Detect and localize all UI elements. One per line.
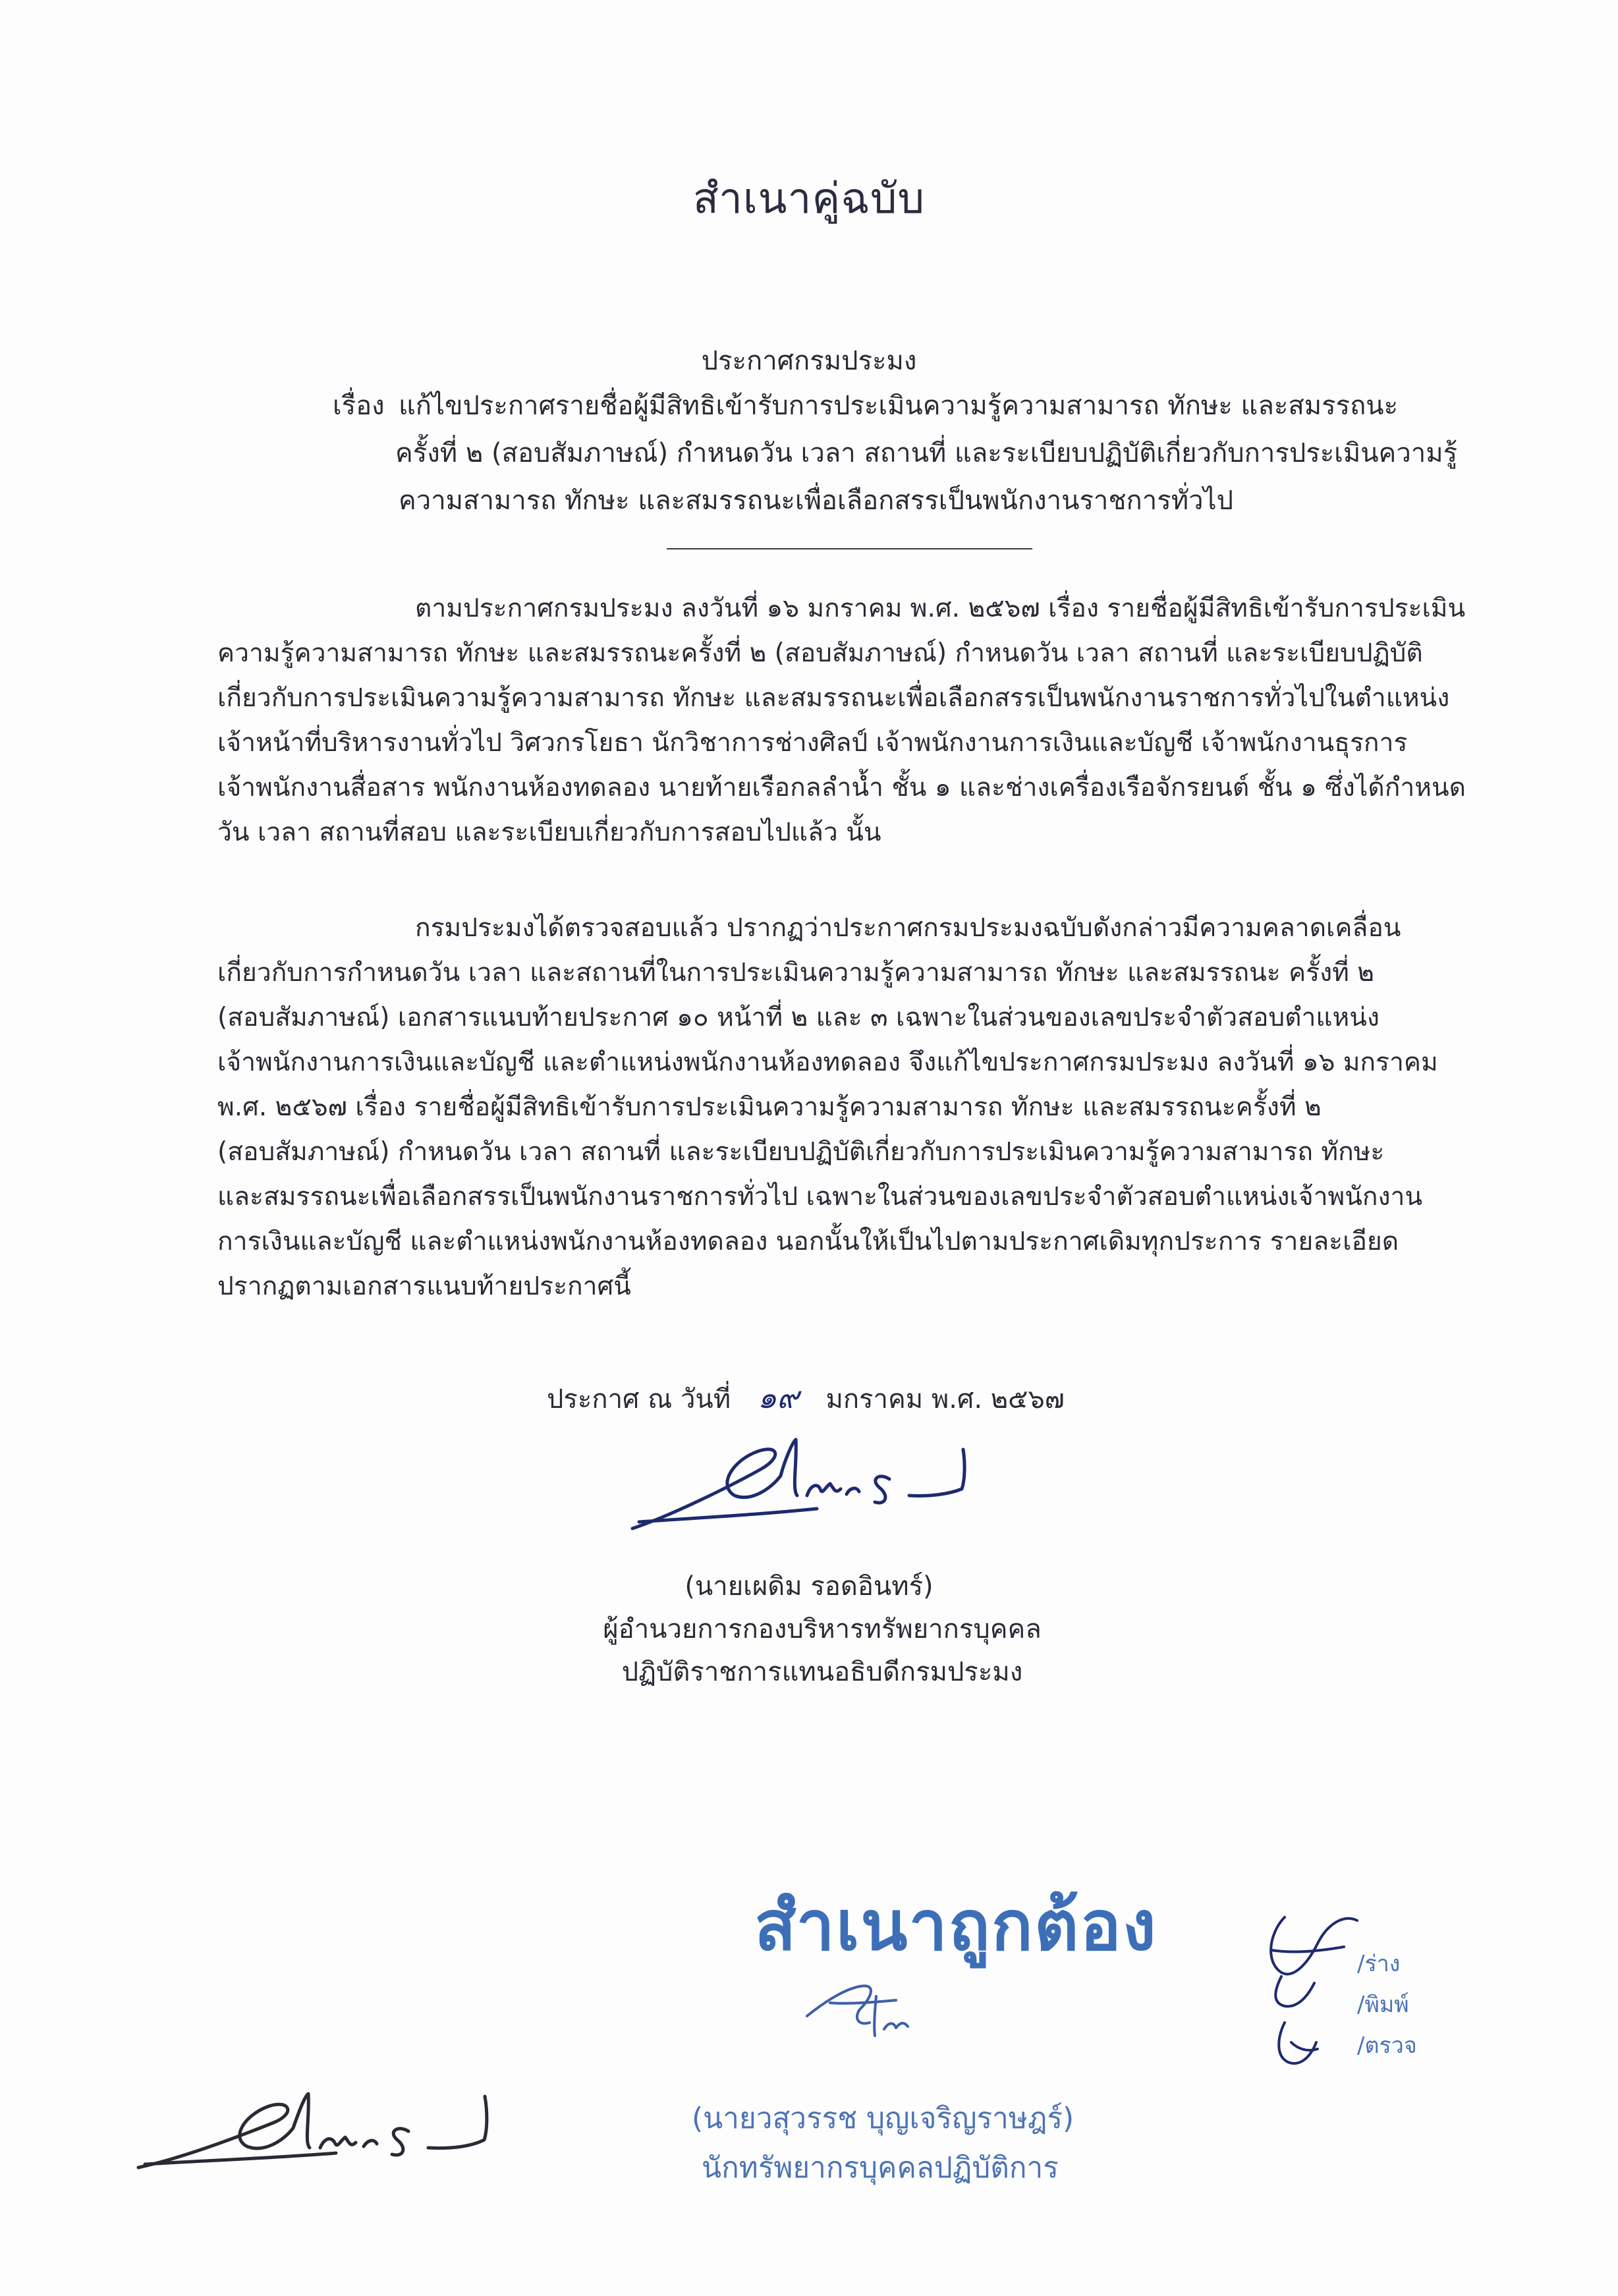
- paragraph-line: ความรู้ความสามารถ ทักษะ และสมรรถนะครั้งที่ ๒ (สอบสัมภาษณ์) กำหนดวัน เวลา สถานที่ และระเบียบปฏิบัติ: [217, 638, 1423, 668]
- body-paragraph-1: [217, 586, 1469, 855]
- dateline-prefix: ประกาศ ณ วันที่: [547, 1384, 731, 1414]
- paragraph-line: การเงินและบัญชี และตำแหน่งพนักงานห้องทดลอง นอกนั้นให้เป็นไปตามประกาศเดิมทุกประการ รายละเอียด: [217, 1227, 1399, 1256]
- paragraph-line: และสมรรถนะเพื่อเลือกสรรเป็นพนักงานราชการทั่วไป เฉพาะในส่วนของเลขประจำตัวสอบตำแหน่งเจ้าพนักงาน: [217, 1182, 1423, 1212]
- announcement-dateline: [547, 1374, 1065, 1422]
- initials-block: [1245, 1891, 1443, 2088]
- subject-label: เรื่อง: [333, 391, 385, 421]
- paragraph-line: วัน เวลา สถานที่สอบ และระเบียบเกี่ยวกับการสอบไปแล้ว นั้น: [217, 818, 881, 847]
- paragraph-line: เจ้าหน้าที่บริหารงานทั่วไป วิศวกรโยธา นักวิชาการช่างศิลป์ เจ้าพนักงานการเงินและบัญชี เจ้าพนักงานธุรการ: [217, 728, 1408, 758]
- subject-line: แก้ไขประกาศรายชื่อผู้มีสิทธิเข้ารับการประเมินความรู้ความสามารถ ทักษะ และสมรรถนะ: [399, 391, 1399, 421]
- subject-text: [333, 382, 1472, 524]
- dateline-day: ๑๙: [757, 1380, 799, 1415]
- signatory-position: ผู้อำนวยการกองบริหารทรัพยากรบุคคล: [603, 1614, 1042, 1644]
- copy-header: สำเนาคู่ฉบับ: [692, 175, 926, 223]
- director-signature: [619, 1423, 988, 1555]
- paragraph-line: พ.ศ. ๒๕๖๗ เรื่อง รายชื่อผู้มีสิทธิเข้ารับการประเมินความรู้ความสามารถ ทักษะ และสมรรถนะครั้งที่ ๒: [217, 1092, 1322, 1122]
- paragraph-line: เกี่ยวกับการกำหนดวัน เวลา และสถานที่ในการประเมินความรู้ความสามารถ ทักษะ และสมรรถนะ ครั้งที่ ๒: [217, 958, 1374, 988]
- certifier-title: นักทรัพยากรบุคคลปฏิบัติการ: [702, 2151, 1059, 2185]
- paragraph-line: เจ้าพนักงานการเงินและบัญชี และตำแหน่งพนักงานห้องทดลอง จึงแก้ไขประกาศกรมประมง ลงวันที่ ๑๖ มกราคม: [217, 1048, 1438, 1077]
- paragraph-line: (สอบสัมภาษณ์) กำหนดวัน เวลา สถานที่ และระเบียบปฏิบัติเกี่ยวกับการประเมินความรู้ความสามารถ ทักษะ: [217, 1137, 1385, 1167]
- initial-label-draft: /ร่าง: [1357, 1951, 1401, 1977]
- signatory-acting-for: ปฏิบัติราชการแทนอธิบดีกรมประมง: [621, 1657, 1023, 1687]
- initials-labels: [1357, 1944, 1417, 2066]
- certifier-name: (นายวสุวรรช บุญเจริญราษฎร์): [692, 2102, 1074, 2135]
- subject-line: ความสามารถ ทักษะ และสมรรถนะเพื่อเลือกสรรเป็นพนักงานราชการทั่วไป: [399, 486, 1234, 516]
- body-paragraph-2: [217, 906, 1469, 1309]
- dateline-month-year: มกราคม พ.ศ. ๒๕๖๗: [825, 1384, 1065, 1414]
- initial-label-checked: /ตรวจ: [1357, 2032, 1417, 2059]
- paragraph-line: กรมประมงได้ตรวจสอบแล้ว ปรากฏว่าประกาศกรมประมงฉบับดังกล่าวมีความคลาดเคลื่อน: [415, 913, 1401, 943]
- title-divider: [667, 548, 1032, 549]
- paragraph-line: เกี่ยวกับการประเมินความรู้ความสามารถ ทักษะ และสมรรถนะเพื่อเลือกสรรเป็นพนักงานราชการทั่วไปในตำแหน่ง: [217, 683, 1450, 713]
- announcement-title: ประกาศกรมประมง: [701, 346, 917, 376]
- certifier-signature: [797, 1976, 955, 2056]
- copy-signature: [125, 2082, 507, 2187]
- certified-copy-stamp: สำเนาถูกต้อง: [754, 1886, 1158, 1966]
- signatory-name: (นายเผดิม รอดอินทร์): [684, 1571, 934, 1602]
- subject-line: ครั้งที่ ๒ (สอบสัมภาษณ์) กำหนดวัน เวลา สถานที่ และระเบียบปฏิบัติเกี่ยวกับการประเมินความรู้: [395, 438, 1458, 468]
- paragraph-line: เจ้าพนักงานสื่อสาร พนักงานห้องทดลอง นายท้ายเรือกลลำน้ำ ชั้น ๑ และช่างเครื่องเรือจักรยนต์ ชั้น ๑ ซึ่งได้กำหนด: [217, 773, 1466, 802]
- paragraph-line: ตามประกาศกรมประมง ลงวันที่ ๑๖ มกราคม พ.ศ. ๒๕๖๗ เรื่อง รายชื่อผู้มีสิทธิเข้ารับการประเมิน: [415, 594, 1466, 623]
- initial-label-typed: /พิมพ์: [1357, 1992, 1409, 2018]
- paragraph-line: (สอบสัมภาษณ์) เอกสารแนบท้ายประกาศ ๑๐ หน้าที่ ๒ และ ๓ เฉพาะในส่วนของเลขประจำตัวสอบตำแหน่ง: [217, 1003, 1380, 1032]
- paragraph-line: ปรากฏตามเอกสารแนบท้ายประกาศนี้: [217, 1272, 631, 1301]
